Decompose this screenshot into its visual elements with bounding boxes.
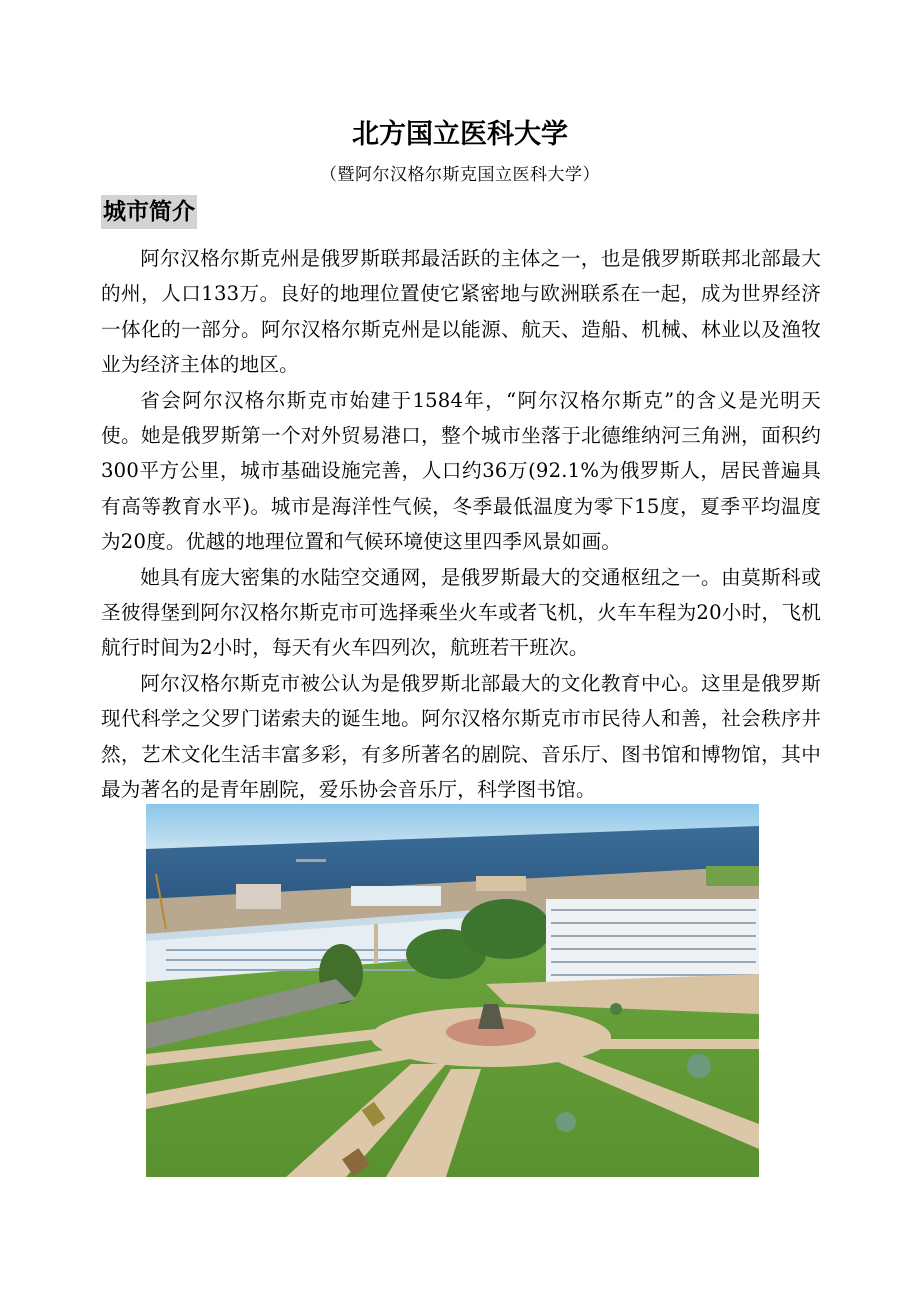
page-subtitle: （暨阿尔汉格尔斯克国立医科大学） [320, 165, 600, 185]
page-title: 北方国立医科大学 [352, 119, 568, 150]
paragraph-culture: 阿尔汉格尔斯克市被公认为是俄罗斯北部最大的文化教育中心。这里是俄罗斯现代科学之父罗门诺索夫的诞生地。阿尔汉格尔斯克市市民待人和善，社会秩序井然，艺术文化生活丰富多彩，有多所著名的剧院、音乐厅、图书馆和博物馆，其中最为著名的是青年剧院，爱乐协会音乐厅，科学图书馆。 [101, 671, 821, 802]
paragraph-oblast: 阿尔汉格尔斯克州是俄罗斯联邦最活跃的主体之一，也是俄罗斯联邦北部最大的州，人口133万。良好的地理位置使它紧密地与欧洲联系在一起，成为世界经济一体化的一部分。阿尔汉格尔斯克州是以能源、航天、造船、机械、林业以及渔牧业为经济主体的地区。 [101, 247, 821, 377]
paragraph-city-history: 省会阿尔汉格尔斯克市始建于1584年，“阿尔汉格尔斯克”的含义是光明天使。她是俄罗斯第一个对外贸易港口，整个城市坐落于北德维纳河三角洲，面积约300平方公里，城市基础设施完善，人口约36万(92.1%为俄罗斯人，居民普遍具有高等教育水平)。城市是海洋性气候，冬季最低温度为零下15度，夏季平均温度为20度。优越的地理位置和气候环境使这里四季风景如画。 [101, 388, 821, 554]
city-photo [146, 804, 759, 1177]
body-text [101, 241, 821, 808]
section-heading-city-intro: 城市简介 [101, 195, 197, 229]
city-square-image [146, 804, 759, 1177]
paragraph-transport: 她具有庞大密集的水陆空交通网，是俄罗斯最大的交通枢纽之一。由莫斯科或圣彼得堡到阿尔汉格尔斯克市可选择乘坐火车或者飞机，火车车程为20小时，飞机航行时间为2小时，每天有火车四列次，航班若干班次。 [101, 565, 821, 660]
